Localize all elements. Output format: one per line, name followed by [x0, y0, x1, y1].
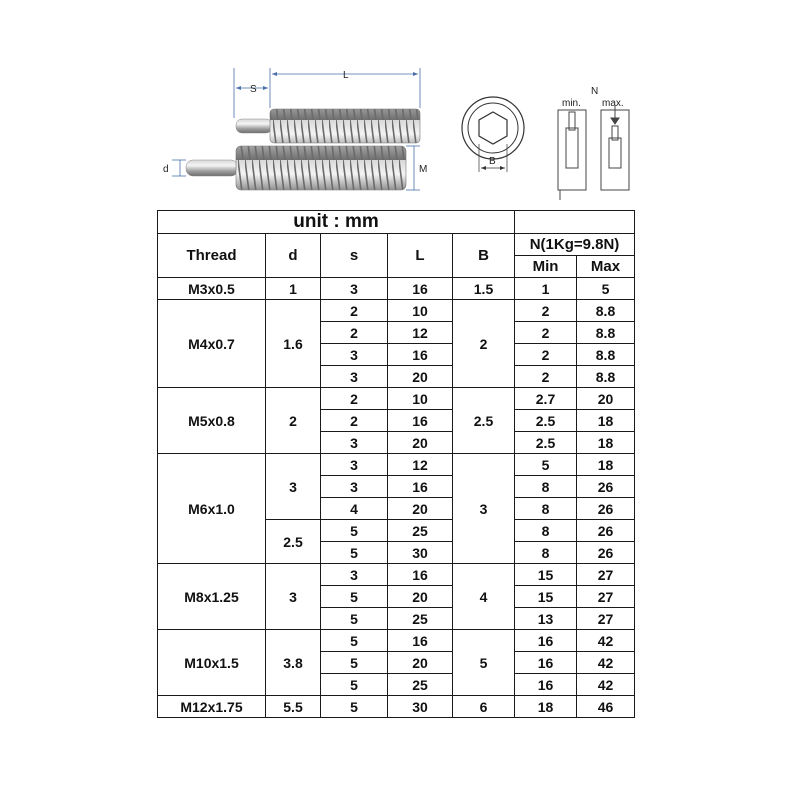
cell-thread: M10x1.5 — [158, 630, 266, 696]
cell-min: 15 — [515, 564, 577, 586]
cell-l: 12 — [388, 322, 453, 344]
cell-s: 3 — [321, 476, 388, 498]
cell-s: 3 — [321, 366, 388, 388]
cell-min: 2 — [515, 300, 577, 322]
cell-max: 26 — [577, 476, 635, 498]
cell-min: 2.5 — [515, 432, 577, 454]
cell-d: 3 — [266, 564, 321, 630]
cell-max: 26 — [577, 498, 635, 520]
cell-s: 2 — [321, 322, 388, 344]
cell-min: 8 — [515, 476, 577, 498]
cell-min: 8 — [515, 520, 577, 542]
cell-l: 20 — [388, 432, 453, 454]
cell-b: 5 — [453, 630, 515, 696]
cell-s: 5 — [321, 520, 388, 542]
cell-max: 8.8 — [577, 322, 635, 344]
table-row — [158, 454, 635, 476]
table-row — [158, 278, 635, 300]
spec-table — [157, 210, 635, 718]
cell-l: 16 — [388, 278, 453, 300]
force-label-min: min. — [562, 98, 581, 109]
cell-min: 8 — [515, 542, 577, 564]
cell-s: 3 — [321, 564, 388, 586]
cell-b: 2 — [453, 300, 515, 388]
cell-d: 3.8 — [266, 630, 321, 696]
dim-label-l: L — [343, 70, 349, 81]
cell-max: 5 — [577, 278, 635, 300]
cell-s: 5 — [321, 696, 388, 718]
cell-l: 20 — [388, 366, 453, 388]
cell-l: 20 — [388, 498, 453, 520]
cell-min: 1 — [515, 278, 577, 300]
plunger-image-upper — [236, 109, 420, 143]
cell-min: 15 — [515, 586, 577, 608]
cell-min: 16 — [515, 652, 577, 674]
table-row — [158, 696, 635, 718]
unit-row — [158, 211, 635, 234]
cell-l: 12 — [388, 454, 453, 476]
product-diagram — [0, 0, 800, 205]
cell-min: 2 — [515, 322, 577, 344]
header-d: d — [266, 234, 321, 278]
cell-max: 46 — [577, 696, 635, 718]
cell-max: 27 — [577, 586, 635, 608]
cell-s: 5 — [321, 652, 388, 674]
cell-max: 27 — [577, 608, 635, 630]
cell-thread: M8x1.25 — [158, 564, 266, 630]
cell-max: 26 — [577, 542, 635, 564]
cell-l: 16 — [388, 630, 453, 652]
header-row — [158, 234, 635, 256]
cell-max: 8.8 — [577, 344, 635, 366]
cell-s: 3 — [321, 454, 388, 476]
cell-l: 25 — [388, 674, 453, 696]
table-row — [158, 630, 635, 652]
cell-s: 2 — [321, 410, 388, 432]
cell-l: 10 — [388, 300, 453, 322]
cell-max: 27 — [577, 564, 635, 586]
cell-min: 2.5 — [515, 410, 577, 432]
cell-min: 5 — [515, 454, 577, 476]
cell-min: 16 — [515, 674, 577, 696]
cell-min: 16 — [515, 630, 577, 652]
cell-b: 3 — [453, 454, 515, 564]
cell-min: 2 — [515, 344, 577, 366]
cell-s: 5 — [321, 630, 388, 652]
cell-min: 13 — [515, 608, 577, 630]
header-s: s — [321, 234, 388, 278]
cell-s: 5 — [321, 608, 388, 630]
dim-label-s: S — [250, 84, 257, 95]
cell-s: 2 — [321, 388, 388, 410]
cell-b: 1.5 — [453, 278, 515, 300]
cell-l: 16 — [388, 564, 453, 586]
cell-s: 4 — [321, 498, 388, 520]
cell-d: 3 — [266, 454, 321, 520]
cell-l: 16 — [388, 344, 453, 366]
cell-min: 2.7 — [515, 388, 577, 410]
dim-label-d: d — [163, 164, 169, 175]
cell-l: 30 — [388, 696, 453, 718]
cell-b: 6 — [453, 696, 515, 718]
cell-l: 16 — [388, 476, 453, 498]
cell-s: 3 — [321, 278, 388, 300]
table-row — [158, 388, 635, 410]
cell-max: 18 — [577, 432, 635, 454]
force-diagram — [558, 106, 629, 200]
cell-thread: M4x0.7 — [158, 300, 266, 388]
cell-s: 5 — [321, 674, 388, 696]
header-min: Min — [515, 256, 577, 278]
cell-max: 42 — [577, 630, 635, 652]
cell-s: 3 — [321, 432, 388, 454]
cell-l: 20 — [388, 586, 453, 608]
cell-max: 8.8 — [577, 300, 635, 322]
cell-b: 2.5 — [453, 388, 515, 454]
table-row — [158, 564, 635, 586]
header-b: B — [453, 234, 515, 278]
cell-s: 5 — [321, 542, 388, 564]
cell-thread: M6x1.0 — [158, 454, 266, 564]
cell-min: 2 — [515, 366, 577, 388]
cell-min: 8 — [515, 498, 577, 520]
dim-label-m: M — [419, 164, 428, 175]
header-thread: Thread — [158, 234, 266, 278]
cell-max: 26 — [577, 520, 635, 542]
cell-l: 30 — [388, 542, 453, 564]
cell-max: 18 — [577, 454, 635, 476]
cell-s: 2 — [321, 300, 388, 322]
cell-d: 2 — [266, 388, 321, 454]
dim-label-b: B — [489, 156, 496, 167]
cell-b: 4 — [453, 564, 515, 630]
cell-l: 25 — [388, 520, 453, 542]
cell-d: 2.5 — [266, 520, 321, 564]
cell-l: 25 — [388, 608, 453, 630]
cell-max: 8.8 — [577, 366, 635, 388]
cell-d: 5.5 — [266, 696, 321, 718]
cell-thread: M12x1.75 — [158, 696, 266, 718]
cell-thread: M3x0.5 — [158, 278, 266, 300]
blank-cell — [515, 211, 635, 234]
cell-thread: M5x0.8 — [158, 388, 266, 454]
table-row — [158, 300, 635, 322]
cell-max: 42 — [577, 652, 635, 674]
plunger-image-lower — [186, 146, 406, 190]
cell-d: 1.6 — [266, 300, 321, 388]
cell-l: 16 — [388, 410, 453, 432]
cell-max: 42 — [577, 674, 635, 696]
cell-l: 10 — [388, 388, 453, 410]
header-l: L — [388, 234, 453, 278]
header-force: N(1Kg=9.8N) — [515, 234, 635, 256]
cell-l: 20 — [388, 652, 453, 674]
cell-min: 18 — [515, 696, 577, 718]
force-label-n: N — [591, 86, 599, 97]
unit-title: unit : mm — [158, 211, 515, 234]
cell-d: 1 — [266, 278, 321, 300]
force-label-max: max. — [602, 98, 624, 109]
cell-max: 20 — [577, 388, 635, 410]
cell-s: 3 — [321, 344, 388, 366]
cell-s: 5 — [321, 586, 388, 608]
cell-max: 18 — [577, 410, 635, 432]
header-max: Max — [577, 256, 635, 278]
